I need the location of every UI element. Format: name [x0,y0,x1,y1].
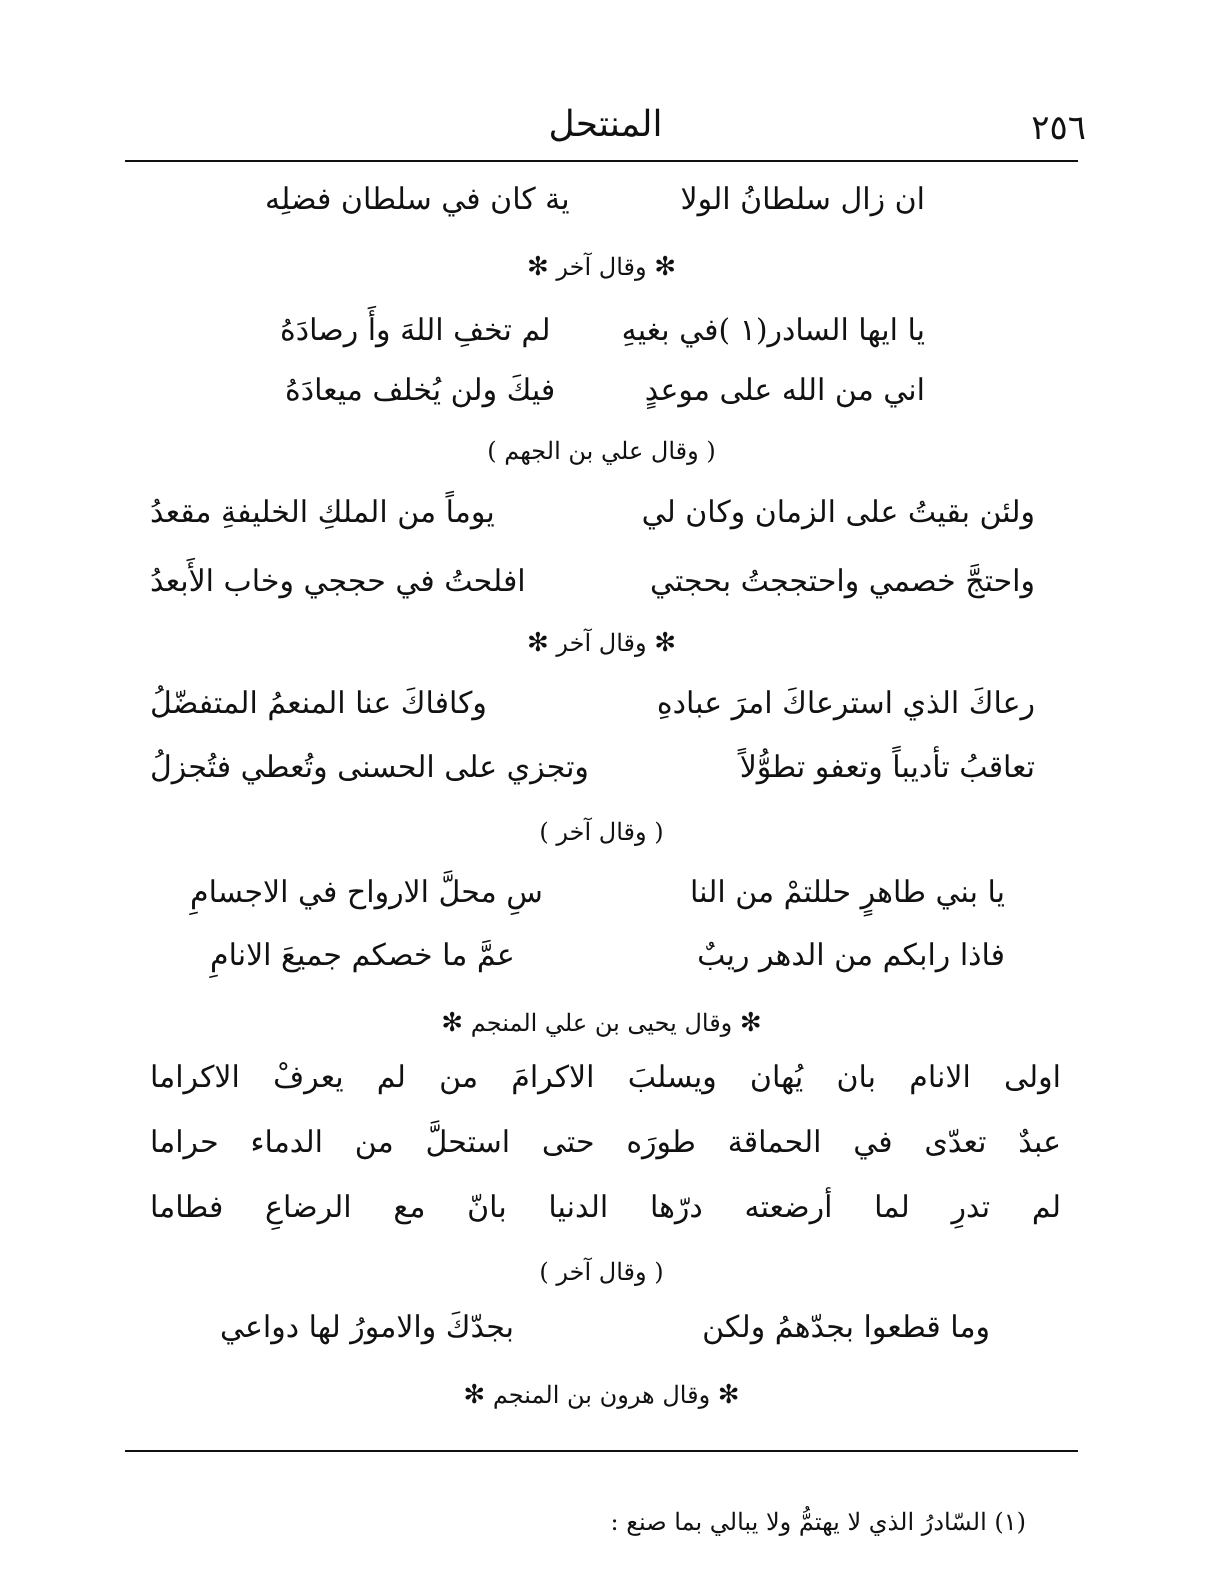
verse-first-hemistich: رعاكَ الذي استرعاكَ امرَ عبادهِ [656,686,1035,721]
section-heading [125,252,1078,282]
section-heading [125,1380,1078,1410]
verse-line [210,938,1005,988]
heading-text: وقال آخر [556,253,647,281]
verse-line [285,373,925,423]
verse-first-hemistich: تعاقبُ تأديباً وتعفو تطوُّلاً [739,750,1035,785]
page-header [125,100,1086,160]
verse-first-hemistich: اني من الله على موعدٍ [644,373,925,408]
asterisk-ornament-icon: ✻ [654,252,677,282]
verse-first-hemistich: ولئن بقيتُ على الزمان وكان لي [641,495,1035,530]
asterisk-ornament-icon: ✻ [441,1008,464,1038]
section-heading [125,628,1078,658]
verse-line [220,1310,990,1360]
verse-second-hemistich: افلحتُ في حججي وخاب الأَبعدُ [150,564,526,599]
verse-line [190,875,1005,925]
poem-line: عبدٌ تعدّى في الحماقة طورَه حتى استحلَّ من الدماء حراما [150,1125,1061,1160]
section-heading [125,1008,1078,1038]
asterisk-ornament-icon: ✻ [739,1008,762,1038]
verse-line [150,564,1035,614]
verse-second-hemistich: بجدّكَ والامورُ لها دواعي [220,1310,514,1345]
section-heading: ( وقال آخر ) [539,818,664,846]
heading-text: وقال يحيى بن علي المنجم [470,1009,733,1037]
verse-second-hemistich: عمَّ ما خصكم جميعَ الانامِ [210,938,515,973]
verse-first-hemistich: يا ايها السادر(١ )في بغيهِ [621,313,925,348]
verse-first-hemistich: واحتجَّ خصمي واحتججتُ بحجتي [649,564,1035,599]
asterisk-ornament-icon: ✻ [526,628,549,658]
verse-first-hemistich: يا بني طاهرٍ حللتمْ من النا [690,875,1005,910]
verse-second-hemistich: وكافاكَ عنا المنعمُ المتفضّلُ [150,686,487,721]
asterisk-ornament-icon: ✻ [526,252,549,282]
footnote-rule [125,1450,1078,1452]
verse-line [150,686,1035,736]
section-heading: ( وقال آخر ) [539,1258,664,1286]
verse-second-hemistich: ية كان في سلطان فضلِه [265,182,570,217]
asterisk-ornament-icon: ✻ [654,628,677,658]
verse-second-hemistich: يوماً من الملكِ الخليفةِ مقعدُ [150,495,495,530]
page-number: ٢٥٦ [1031,108,1086,148]
verse-second-hemistich: فيكَ ولن يُخلف ميعادَهُ [285,373,556,408]
page-title: المنتحل [548,104,663,145]
heading-text: وقال هرون بن المنجم [492,1381,711,1409]
verse-first-hemistich: ان زال سلطانُ الولا [680,182,925,217]
heading-text: وقال آخر [556,629,647,657]
verse-second-hemistich: سِ محلَّ الارواح في الاجسامِ [190,875,543,910]
poem-line: اولى الانام بان يُهان ويسلبَ الاكرامَ من لم يعرفْ الاكراما [150,1060,1061,1095]
poem-line: لم تدرِ لما أرضعته درّها الدنيا بانّ مع الرضاعِ فطاما [150,1190,1061,1225]
verse-line [280,313,925,363]
footnote: (١) السّادرُ الذي لا يهتمُّ ولا يبالي بما صنع : [610,1508,1026,1536]
verse-line [265,182,925,232]
verse-line [150,750,1035,800]
verse-line [150,495,1035,545]
verse-second-hemistich: لم تخفِ اللهَ وأَ رصادَهُ [280,313,551,348]
verse-first-hemistich: وما قطعوا بجدّهمُ ولكن [702,1310,990,1345]
section-heading: ( وقال علي بن الجهم ) [487,437,716,465]
header-rule [125,160,1078,162]
asterisk-ornament-icon: ✻ [463,1380,486,1410]
verse-second-hemistich: وتجزي على الحسنى وتُعطي فتُجزلُ [150,750,589,785]
verse-first-hemistich: فاذا رابكم من الدهر ريبٌ [697,938,1005,973]
asterisk-ornament-icon: ✻ [717,1380,740,1410]
